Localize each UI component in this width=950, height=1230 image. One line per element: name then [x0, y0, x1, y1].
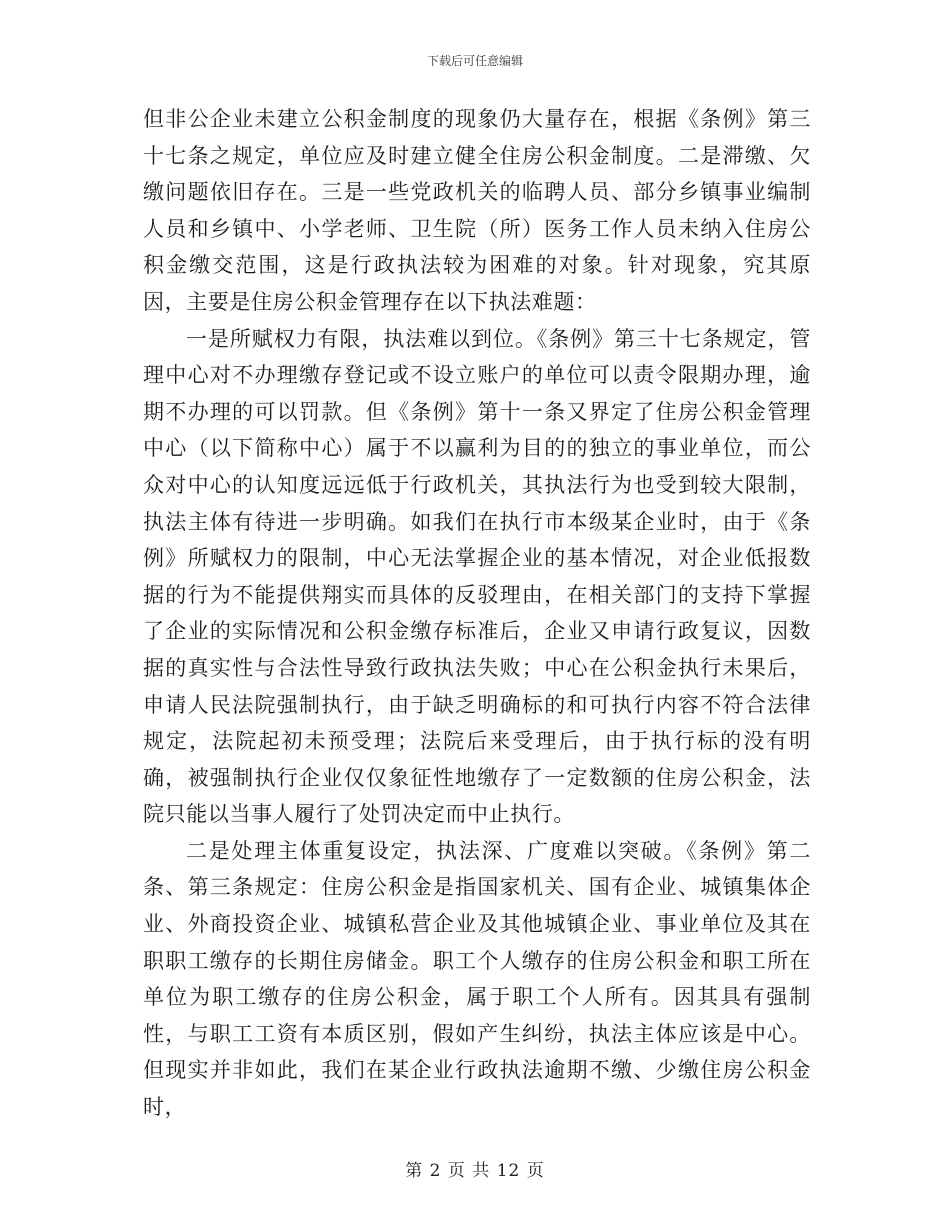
paragraph-3: 二是处理主体重复设定，执法深、广度难以突破。《条例》第二条、第三条规定：住房公积金是指国家机关、国有企业、城镇集体企业、外商投资企业、城镇私营企业及其他城镇企业、事业单位及其在职职工缴存的长期住房储金。职工个人缴存的住房公积金和职工所在单位为职工缴存的住房公积金，属于职工个人所有。因其具有强制性，与职工工资有本质区别，假如产生纠纷，执法主体应该是中心。但现实并非如此，我们在某企业行政执法逾期不缴、少缴住房公积金时， [143, 838, 811, 1120]
page-header: 下载后可任意编辑 [426, 54, 523, 68]
paragraph-1: 但非公企业未建立公积金制度的现象仍大量存在，根据《条例》第三十七条之规定，单位应及时建立健全住房公积金制度。二是滞缴、欠缴问题依旧存在。三是一些党政机关的临聘人员、部分乡镇事业编制人员和乡镇中、小学老师、卫生院（所）医务工作人员未纳入住房公积金缴交范围，这是行政执法较为困难的对象。针对现象，究其原因，主要是住房公积金管理存在以下执法难题： [143, 107, 811, 314]
page-number-footer: 第 2 页 共 12 页 [405, 1161, 545, 1181]
document-body [143, 101, 811, 1126]
paragraph-2: 一是所赋权力有限，执法难以到位。《条例》第三十七条规定，管理中心对不办理缴存登记或不设立账户的单位可以责令限期办理，逾期不办理的可以罚款。但《条例》第十一条又界定了住房公积金管理中心（以下简称中心）属于不以赢利为目的的独立的事业单位，而公众对中心的认知度远远低于行政机关，其执法行为也受到较大限制，执法主体有待进一步明确。如我们在执行市本级某企业时，由于《条例》所赋权力的限制，中心无法掌握企业的基本情况，对企业低报数据的行为不能提供翔实而具体的反驳理由，在相关部门的支持下掌握了企业的实际情况和公积金缴存标准后，企业又申请行政复议，因数据的真实性与合法性导致行政执法失败；中心在公积金执行未果后，申请人民法院强制执行，由于缺乏明确标的和可执行内容不符合法律规定，法院起初未预受理；法院后来受理后，由于执行标的没有明确，被强制执行企业仅仅象征性地缴存了一定数额的住房公积金，法院只能以当事人履行了处罚决定而中止执行。 [143, 326, 811, 827]
